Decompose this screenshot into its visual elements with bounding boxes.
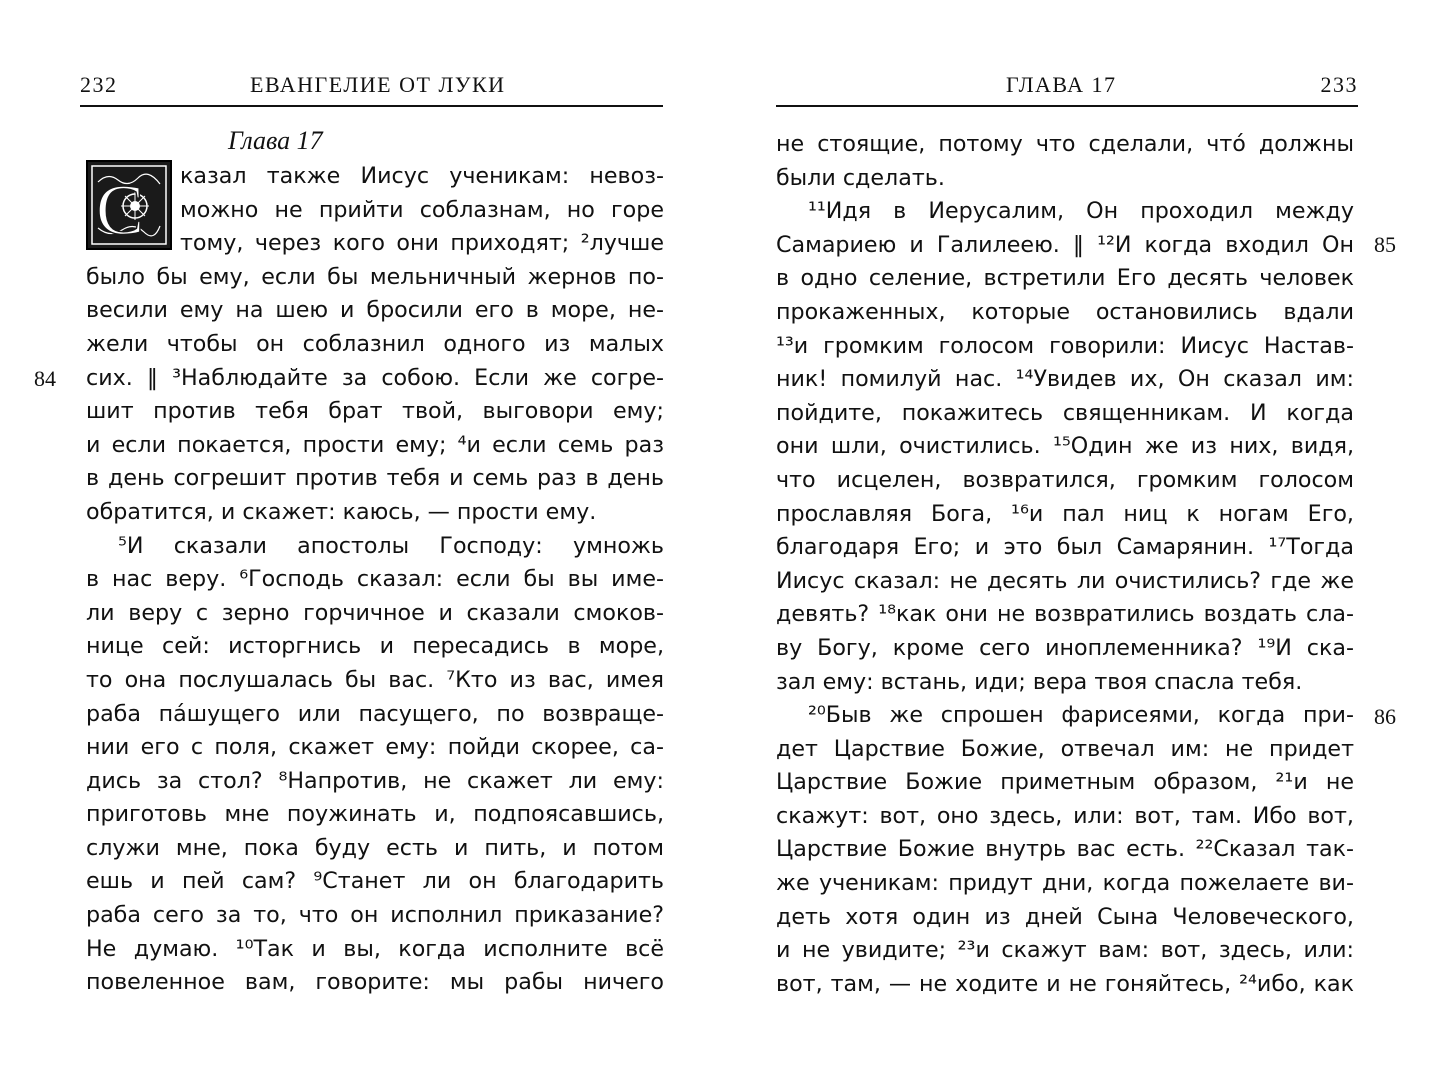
text-line: были сделать. <box>776 164 945 191</box>
header-rule <box>776 105 1358 107</box>
text-line: сих. ‖ ³Наблюдайте за собою. Если же согре- <box>86 364 664 391</box>
text-line: нии его с поля, скажет ему: пойди скорее, са- <box>86 734 664 761</box>
running-title: ГЛАВА 17 <box>1006 72 1117 97</box>
text-line: ¹³и громким голосом говорили: Иисус Настав- <box>776 332 1354 359</box>
text-line: и если покается, прости ему; ⁴и если семь раз <box>86 431 664 458</box>
text-line: ¹¹Идя в Иерусалим, Он проходил между <box>808 198 1354 225</box>
text-line: зал ему: встань, иди; вера твоя спасла тебя. <box>776 668 1303 695</box>
text-line: ли веру с зерно горчичное и сказали смоков- <box>86 599 664 626</box>
text-line: жели чтобы он соблазнил одного из малых <box>86 330 664 357</box>
text-line: ⁵И сказали апостолы Господу: умножь <box>118 532 664 559</box>
margin-section-number: 85 <box>1374 232 1396 257</box>
header-rule <box>80 105 663 107</box>
text-line: благодаря Его; и это был Самарянин. ¹⁷Тогда <box>776 534 1354 561</box>
running-title: ЕВАНГЕЛИЕ ОТ ЛУКИ <box>250 72 506 97</box>
text-line: раба сего за то, что он исполнил приказание? <box>86 902 664 929</box>
text-line: приготовь мне поужинать и, подпоясавшись, <box>86 801 664 828</box>
text-line: ²⁰Быв же спрошен фарисеями, когда при- <box>808 702 1354 729</box>
text-line: в одно селение, встретили Его десять человек <box>776 265 1354 292</box>
text-line: Не думаю. ¹⁰Так и вы, когда исполните всё <box>86 935 664 962</box>
text-line: обратится, и скажет: каюсь, — прости ему. <box>86 498 597 525</box>
text-line: весили ему на шею и бросили его в море, не- <box>86 297 664 324</box>
text-line: служи мне, пока буду есть и пить, и потом <box>86 834 664 861</box>
text-line: в день согрешит против тебя и семь раз в день <box>86 465 664 492</box>
text-line: можно не прийти соблазнам, но горе <box>180 196 664 223</box>
text-line: Царствие Божие приметным образом, ²¹и не <box>776 769 1354 796</box>
text-line: повеленное вам, говорите: мы рабы ничего <box>86 969 664 996</box>
text-line: было бы ему, если бы мельничный жернов по- <box>86 263 664 290</box>
text-line: пойдите, покажитесь священникам. И когда <box>776 399 1354 426</box>
text-line: и не увидите; ²³и скажут вам: вот, здесь, или: <box>776 937 1354 964</box>
right-running-head <box>776 72 1358 104</box>
dropcap-letter: С <box>96 170 145 248</box>
text-line: вот, там, — не ходите и не гоняйтесь, ²⁴ибо, как <box>776 970 1354 997</box>
margin-section-number: 84 <box>34 366 56 391</box>
text-line: то она послушалась бы вас. ⁷Кто из вас, имея <box>86 666 664 693</box>
right-body-text <box>776 128 1354 1001</box>
text-line: Самариею и Галилеею. ‖ ¹²И когда входил Он <box>776 231 1354 258</box>
right-page <box>716 0 1431 1080</box>
text-line: Иисус сказал: не десять ли очистились? где же <box>776 567 1354 594</box>
text-line: казал также Иисус ученикам: невоз- <box>180 163 664 189</box>
text-line: прокаженных, которые остановились вдали <box>776 298 1354 325</box>
text-line: ешь и пей сам? ⁹Станет ли он благодарить <box>86 868 664 895</box>
text-line: же ученикам: придут дни, когда пожелаете ви- <box>776 870 1354 897</box>
chapter-title: Глава 17 <box>228 126 323 155</box>
text-line: дет Царствие Божие, отвечал им: не придет <box>776 735 1354 762</box>
text-line: шит против тебя брат твой, выговори ему; <box>86 398 664 425</box>
text-line: раба па́шущего или пасущего, по возвраще- <box>86 700 664 727</box>
text-line: дись за стол? ⁸Напротив, не скажет ли ему: <box>86 767 664 794</box>
page-number: 233 <box>1320 72 1358 97</box>
text-line: что исцелен, возвратился, громким голосом <box>776 466 1354 493</box>
text-line: девять? ¹⁸как они не возвратились воздать сла- <box>776 601 1354 628</box>
text-line: Царствие Божие внутрь вас есть. ²²Сказал так- <box>776 836 1354 863</box>
text-line: не стоящие, потому что сделали, что́ должны <box>776 131 1354 157</box>
text-line: прославляя Бога, ¹⁶и пал ниц к ногам Его, <box>776 500 1354 527</box>
text-line: скажут: вот, оно здесь, или: вот, там. Ибо вот, <box>776 802 1354 829</box>
text-line: нице сей: исторгнись и пересадись в море, <box>86 633 664 660</box>
text-line: деть хотя один из дней Сына Человеческого, <box>776 903 1354 930</box>
text-line: тому, через кого они приходят; ²лучше <box>180 230 664 257</box>
text-line: они шли, очистились. ¹⁵Один же из них, видя, <box>776 433 1354 460</box>
text-line: ву Богу, кроме сего иноплеменника? ¹⁹И ска- <box>776 634 1354 661</box>
margin-section-number: 86 <box>1374 704 1396 729</box>
left-body-text <box>86 160 664 1000</box>
text-line: в нас веру. ⁶Господь сказал: если бы вы име- <box>86 566 664 593</box>
page-number: 232 <box>80 72 118 97</box>
left-page <box>0 0 715 1080</box>
left-running-head <box>80 72 663 104</box>
text-line: ник! помилуй нас. ¹⁴Увидев их, Он сказал им: <box>776 366 1354 393</box>
